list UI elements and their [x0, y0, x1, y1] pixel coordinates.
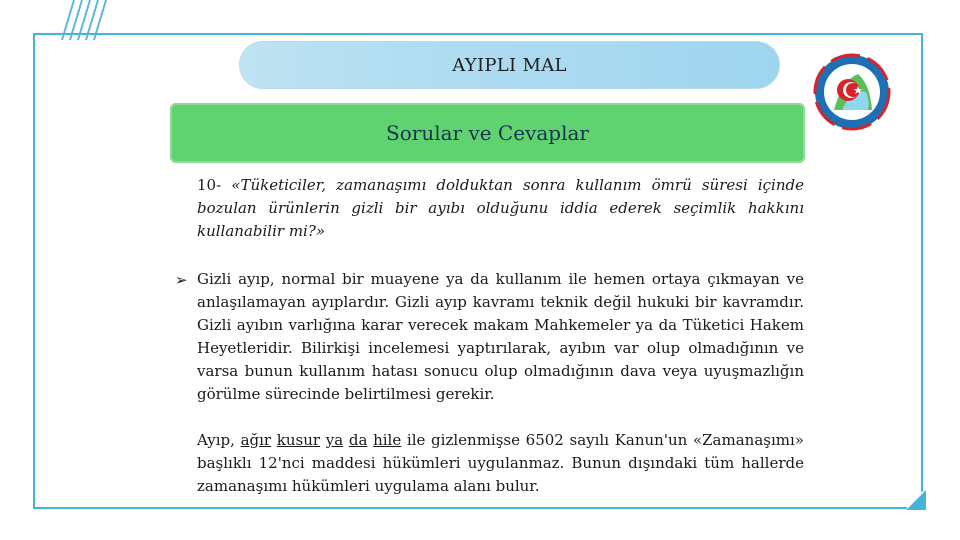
final-rest: ile gizlenmişse 6502 sayılı Kanun'un «Zamanaşımı» başlıklı 12'nci maddesi hükümleri uygulanmaz. Bunun dışındaki tüm hallerde zamanaşımı hükümleri uygulama alanı bulur. — [197, 431, 804, 495]
underlined-word: ya — [325, 431, 344, 449]
ministry-seal-icon — [812, 44, 892, 140]
underlined-word: ağır — [240, 431, 272, 449]
arrow-bullet-icon: ➢ — [175, 271, 188, 289]
page-fold-corner — [906, 490, 926, 510]
underlined-word: hile — [373, 431, 402, 449]
final-lead: Ayıp, — [197, 431, 235, 449]
question-number: 10- — [197, 176, 222, 194]
final-paragraph — [197, 429, 804, 498]
page-title: AYIPLI MAL — [239, 41, 780, 89]
bullet-paragraph — [175, 268, 804, 406]
question-text: «Tüketiciler, zamanaşımı dolduktan sonra kullanım ömrü süresi içinde bozulan ürünlerin gizli bir ayıbı olduğunu iddia ederek seçimlik hakkını kullanabilir mi?» — [197, 176, 804, 240]
underlined-word: da — [348, 431, 368, 449]
content-body — [175, 174, 804, 498]
question-paragraph — [197, 174, 804, 243]
section-subtitle: Sorular ve Cevaplar — [170, 103, 805, 163]
underlined-word: kusur — [276, 431, 321, 449]
bullet-paragraph-text: Gizli ayıp, normal bir muayene ya da kullanım ile hemen ortaya çıkmayan ve anlaşılamayan ayıplardır. Gizli ayıp kavramı teknik değil hukuki bir kavramdır. Gizli ayıbın varlığına karar verecek makam Mahkemeler ya da Tüketici Hakem Heyetleridir. Bilirkişi incelemesi yaptırılarak, ayıbın var olup olmadığının ve varsa bunun kullanım hatası sonucu olup olmadığının dava veya uyuşmazlığın görülme sürecinde belirtilmesi gerekir. — [197, 270, 804, 403]
